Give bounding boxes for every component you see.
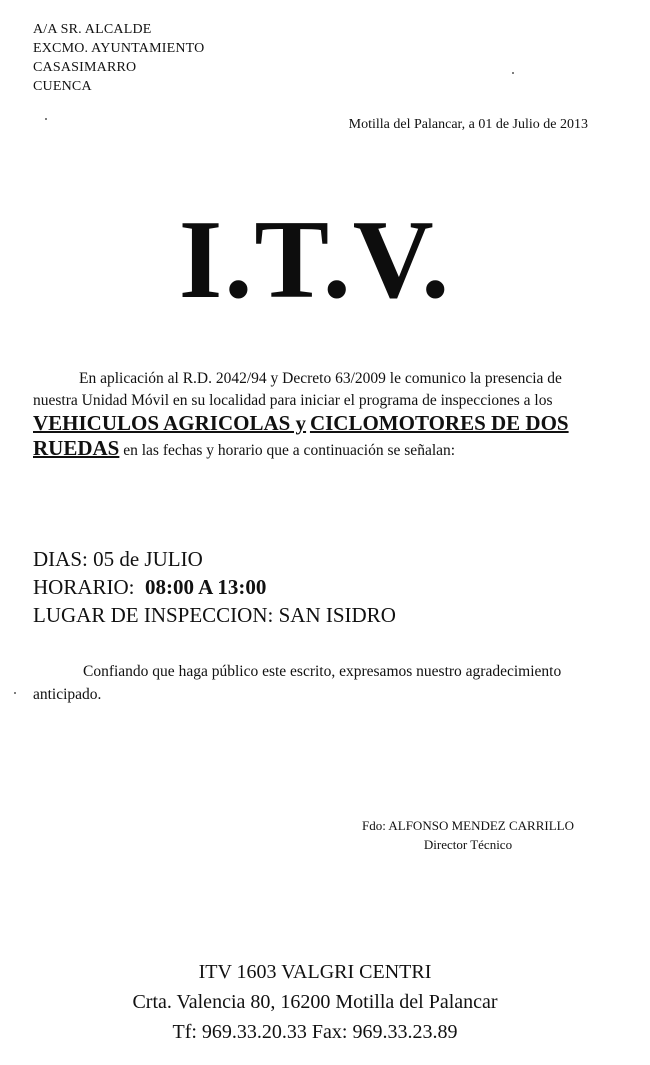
schedule-days-row (33, 545, 396, 573)
addressee-line: EXCMO. AYUNTAMIENTO (33, 41, 205, 56)
scan-speck (512, 72, 514, 74)
schedule-hours-row (33, 573, 396, 601)
place-value: SAN ISIDRO (278, 603, 396, 627)
days-value: 05 de JULIO (93, 547, 203, 571)
addressee-line: CUENCA (33, 79, 92, 94)
days-label: DIAS: (33, 547, 88, 571)
hours-value: 08:00 A 13:00 (145, 575, 267, 599)
body-text-before: En aplicación al R.D. 2042/94 y Decreto 63/2009 le comunico la presencia de nuestra Unidad Móvil en su localidad para iniciar el programa de inspecciones a los (33, 370, 562, 409)
document-title: I.T.V. (178, 198, 452, 322)
footer-company: ITV 1603 VALGRI CENTRI (198, 961, 432, 983)
inspection-schedule (33, 545, 396, 629)
signature-block (338, 816, 598, 854)
closing-paragraph (33, 660, 593, 706)
body-emphasis-vehicles: VEHICULOS AGRICOLAS y (33, 411, 307, 435)
schedule-place-row (33, 601, 396, 629)
addressee-line: CASASIMARRO (33, 60, 137, 75)
body-paragraph (33, 368, 593, 462)
addressee-block (33, 20, 204, 96)
footer-address: Crta. Valencia 80, 16200 Motilla del Palancar (132, 991, 498, 1013)
scan-speck (14, 692, 16, 694)
body-emphasis-mopeds: CICLOMOTORES DE DOS RUEDAS (33, 411, 569, 460)
signatory-name: Fdo: ALFONSO MENDEZ CARRILLO (362, 818, 574, 833)
letterhead-footer (0, 957, 630, 1047)
body-text-after: en las fechas y horario que a continuación se señalan: (123, 442, 456, 459)
footer-contact: Tf: 969.33.20.33 Fax: 969.33.23.89 (172, 1021, 458, 1043)
signatory-role: Director Técnico (423, 837, 513, 852)
closing-text: Confiando que haga público este escrito, expresamos nuestro agradecimiento anticipado. (33, 663, 562, 703)
place-date: Motilla del Palancar, a 01 de Julio de 2013 (348, 117, 588, 132)
scan-speck (45, 118, 47, 120)
hours-label: HORARIO: (33, 575, 135, 599)
place-label: LUGAR DE INSPECCION: (33, 603, 274, 627)
addressee-line: A/A SR. ALCALDE (33, 22, 152, 37)
